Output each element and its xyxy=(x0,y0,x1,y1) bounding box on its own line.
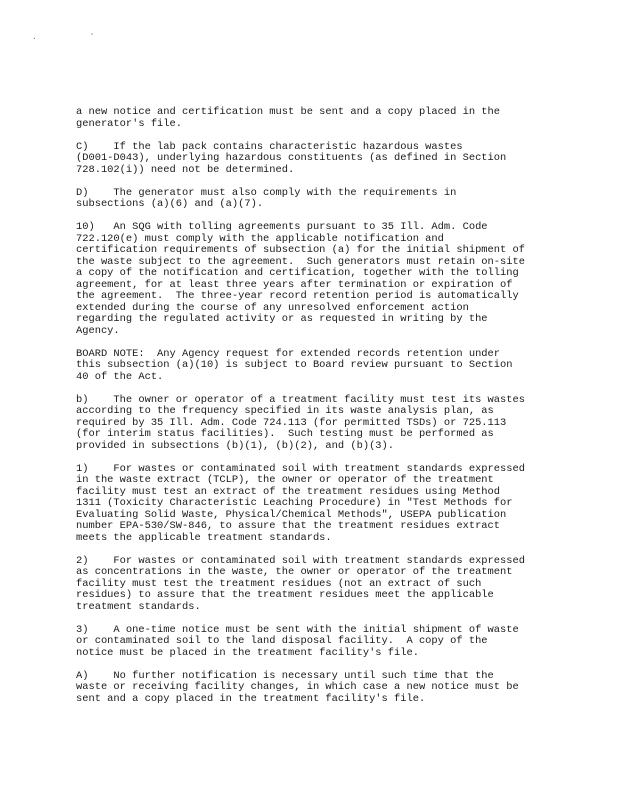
paragraph-3-one-time-notice: 3) A one-time notice must be sent with the initial shipment of waste or contaminated soil to the land disposal facility. A copy of the notice must be placed in the treatment facility's file. xyxy=(76,623,519,659)
paragraph-1-tclp: 1) For wastes or contaminated soil with treatment standards expressed in the waste extract (TCLP), the owner or operator of the treatment facility must test an extract of the treatment residues using Method 1311 (Toxicity Characteristic Leaching Procedure) in "Test Methods for Evaluating Solid Waste, Physical/Chemical Methods", USEPA publication number EPA-530/SW-846, to assure that the treatment residues extract meets the applicable treatment standards. xyxy=(76,462,525,544)
paragraph-a-no-further-notification: A) No further notification is necessary until such time that the waste or receiving facility changes, in which case a new notice must be sent and a copy placed in the treatment facility's file. xyxy=(76,669,519,705)
paragraph-10-sqg-tolling: 10) An SQG with tolling agreements pursuant to 35 Ill. Adm. Code 722.120(e) must comply with the applicable notification and certification requirements of subsection (a) for the initial shipment of the waste subject to the agreement. Such generators must retain on-site a copy of the notification and certification, together with the tolling agreement, for at least three years after termination or expiration of the agreement. The three-year record retention period is automatically extended during the course of any unresolved enforcement action regarding the regulated activity or as requested in writing by the Agency. xyxy=(76,221,525,337)
paragraph-b-treatment-facility: b) The owner or operator of a treatment facility must test its wastes according to the frequency specified in its waste analysis plan, as required by 35 Ill. Adm. Code 724.113 (for permitted TSDs) or 725.113 (for interim status facilities). Such testing must be performed as provided in subsections (b)(1), (b)(2), and (b)(3). xyxy=(76,393,525,452)
paragraph-c-lab-pack: C) If the lab pack contains characteristic hazardous wastes (D001-D043), underlying hazardous constituents (as defined in Section 728.102(i)) need not be determined. xyxy=(76,140,507,176)
paragraph-continuation: a new notice and certification must be sent and a copy placed in the generator's file. xyxy=(76,106,501,130)
document-body xyxy=(76,107,604,717)
paragraph-2-concentrations: 2) For wastes or contaminated soil with treatment standards expressed as concentrations in the waste, the owner or operator of the treatment facility must test the treatment residues (not an extract of such residues) to assure that the treatment residues meet the applicable treatment standards. xyxy=(76,554,525,613)
paragraph-board-note: BOARD NOTE: Any Agency request for extended records retention under this subsection (a)(10) is subject to Board review pursuant to Section 40 of the Act. xyxy=(76,347,513,383)
paragraph-d-generator-comply: D) The generator must also comply with the requirements in subsections (a)(6) and (a)(7). xyxy=(76,186,457,210)
scan-margin-marks: . ' xyxy=(32,32,119,41)
